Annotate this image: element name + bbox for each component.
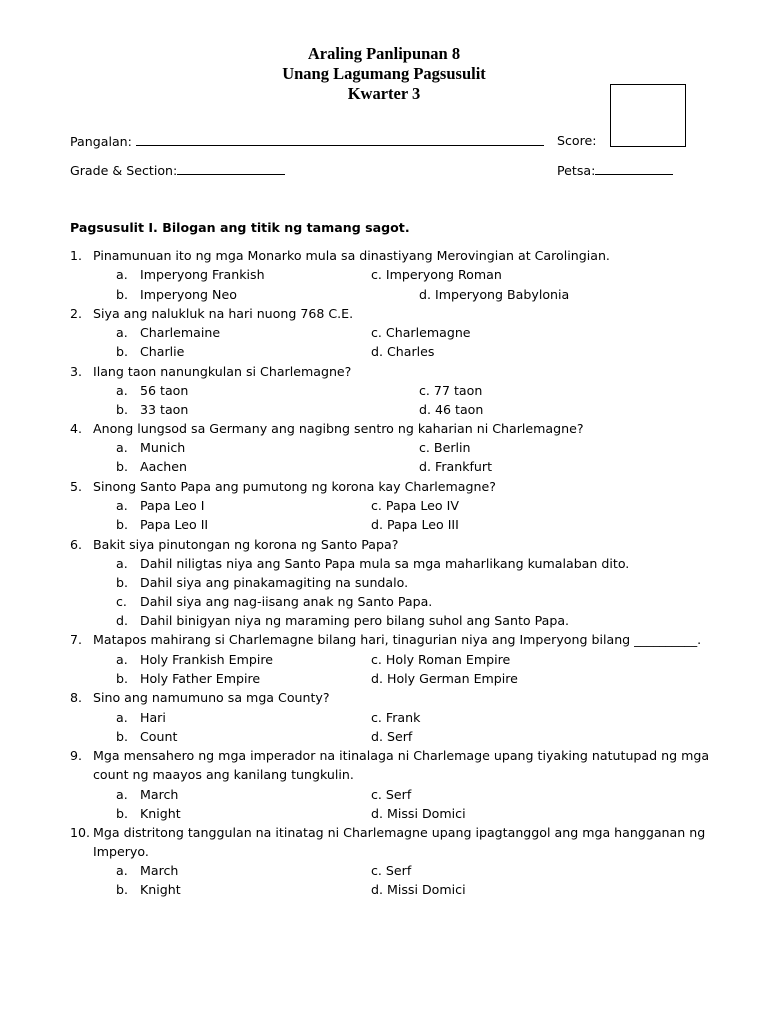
question-text: Sinong Santo Papa ang pumutong ng korona kay Charlemagne? xyxy=(93,479,496,494)
choice-d[interactable]: d. Holy German Empire xyxy=(371,671,518,686)
choice-letter-a: a. xyxy=(116,556,128,571)
choice-c[interactable]: c. Frank xyxy=(371,710,421,725)
choice-b[interactable]: Holy Father Empire xyxy=(140,671,261,686)
choice-letter-a: a. xyxy=(116,325,128,340)
choice-c[interactable]: c. 77 taon xyxy=(419,383,483,398)
choice-a[interactable]: Papa Leo I xyxy=(140,498,205,513)
choice-c[interactable]: c. Berlin xyxy=(419,440,471,455)
question-number: 1. xyxy=(70,248,83,263)
choice-b[interactable]: Knight xyxy=(140,882,181,897)
question-text: Mga distritong tanggulan na itinatag ni Charlemagne upang ipagtanggol ang mga hangganan ng xyxy=(93,825,706,840)
choice-c[interactable]: c. Charlemagne xyxy=(371,325,471,340)
question-text: Bakit siya pinutongan ng korona ng Santo Papa? xyxy=(93,537,399,552)
question-number: 5. xyxy=(70,479,83,494)
choice-d[interactable]: d. Charles xyxy=(371,344,435,359)
name-label: Pangalan: xyxy=(70,134,132,149)
choice-letter-b: b. xyxy=(116,806,128,821)
choice-letter-a: a. xyxy=(116,710,128,725)
choice-a[interactable]: Holy Frankish Empire xyxy=(140,652,274,667)
date-field[interactable] xyxy=(557,162,673,179)
question-text: Siya ang nalukluk na hari nuong 768 C.E. xyxy=(93,306,354,321)
question-text: Matapos mahirang si Charlemagne bilang hari, tinagurian niya ang Imperyong bilang __________. xyxy=(93,632,702,647)
subject-title: Araling Panlipunan 8 xyxy=(307,44,461,63)
question-number: 8. xyxy=(70,690,83,705)
grade-section-blank[interactable] xyxy=(177,162,285,175)
choice-d[interactable]: d. Missi Domici xyxy=(371,806,466,821)
choice-c[interactable]: c. Imperyong Roman xyxy=(371,267,502,282)
question-text: Mga mensahero ng mga imperador na itinalaga ni Charlemage upang tiyaking natutupad ng mga xyxy=(93,748,710,763)
question-text: Anong lungsod sa Germany ang nagibng sentro ng kaharian ni Charlemagne? xyxy=(93,421,584,436)
question-text-continued: Imperyo. xyxy=(93,844,149,859)
choice-a[interactable]: Charlemaine xyxy=(140,325,221,340)
choice-letter-b: b. xyxy=(116,459,128,474)
instructions: Pagsusulit I. Bilogan ang titik ng tamang sagot. xyxy=(70,220,410,235)
choice-letter-a: a. xyxy=(116,383,128,398)
choice-d[interactable]: Dahil binigyan niya ng maraming pero bilang suhol ang Santo Papa. xyxy=(140,613,570,628)
choice-a[interactable]: 56 taon xyxy=(140,383,189,398)
name-field[interactable] xyxy=(70,133,544,150)
choice-letter-b: b. xyxy=(116,287,128,302)
question-number: 2. xyxy=(70,306,83,321)
grade-section-label: Grade & Section: xyxy=(70,163,178,178)
question-text: Ilang taon nanungkulan si Charlemagne? xyxy=(93,364,352,379)
question-text-continued: count ng maayos ang kanilang tungkulin. xyxy=(93,767,354,782)
choice-letter-b: b. xyxy=(116,575,128,590)
question-number: 4. xyxy=(70,421,83,436)
choice-d[interactable]: d. 46 taon xyxy=(419,402,484,417)
choice-letter-b: b. xyxy=(116,882,128,897)
exam-title: Unang Lagumang Pagsusulit xyxy=(282,64,486,83)
score-box[interactable] xyxy=(610,84,686,147)
choice-d[interactable]: d. Papa Leo III xyxy=(371,517,459,532)
choice-d[interactable]: d. Imperyong Babylonia xyxy=(419,287,570,302)
choice-b[interactable]: Dahil siya ang pinakamagiting na sundalo. xyxy=(140,575,409,590)
choice-c[interactable]: c. Papa Leo IV xyxy=(371,498,459,513)
choice-b[interactable]: Count xyxy=(140,729,178,744)
choice-b[interactable]: Knight xyxy=(140,806,181,821)
choice-letter-a: a. xyxy=(116,498,128,513)
choice-c[interactable]: c. Serf xyxy=(371,863,412,878)
grade-section-field[interactable] xyxy=(70,162,285,179)
choice-c[interactable]: c. Serf xyxy=(371,787,412,802)
choice-c[interactable]: c. Holy Roman Empire xyxy=(371,652,511,667)
choice-c[interactable]: Dahil siya ang nag-iisang anak ng Santo Papa. xyxy=(140,594,433,609)
choice-letter-a: a. xyxy=(116,440,128,455)
question-number: 7. xyxy=(70,632,83,647)
choice-d[interactable]: d. Frankfurt xyxy=(419,459,493,474)
score-label: Score: xyxy=(557,133,597,148)
choice-a[interactable]: Imperyong Frankish xyxy=(140,267,265,282)
date-label: Petsa: xyxy=(557,163,596,178)
choice-letter-b: b. xyxy=(116,729,128,744)
choice-d[interactable]: d. Serf xyxy=(371,729,413,744)
question-number: 10. xyxy=(70,825,91,840)
choice-b[interactable]: Aachen xyxy=(140,459,187,474)
choice-b[interactable]: Papa Leo II xyxy=(140,517,209,532)
choice-a[interactable]: Dahil niligtas niya ang Santo Papa mula sa mga maharlikang kumalaban dito. xyxy=(140,556,630,571)
choice-letter-b: b. xyxy=(116,671,128,686)
choice-letter-b: b. xyxy=(116,517,128,532)
choice-letter-a: a. xyxy=(116,863,128,878)
choice-letter-b: b. xyxy=(116,402,128,417)
choice-a[interactable]: Munich xyxy=(140,440,186,455)
question-number: 6. xyxy=(70,537,83,552)
choice-letter-a: a. xyxy=(116,652,128,667)
name-blank[interactable] xyxy=(136,133,544,146)
choice-d[interactable]: d. Missi Domici xyxy=(371,882,466,897)
choice-a[interactable]: March xyxy=(140,863,179,878)
question-text: Sino ang namumuno sa mga County? xyxy=(93,690,330,705)
question-text: Pinamunuan ito ng mga Monarko mula sa dinastiyang Merovingian at Carolingian. xyxy=(93,248,610,263)
choice-b[interactable]: Charlie xyxy=(140,344,185,359)
choice-letter-b: b. xyxy=(116,344,128,359)
date-blank[interactable] xyxy=(595,162,673,175)
choice-a[interactable]: Hari xyxy=(140,710,166,725)
choice-a[interactable]: March xyxy=(140,787,179,802)
question-number: 3. xyxy=(70,364,83,379)
choice-letter-d: d. xyxy=(116,613,128,628)
choice-letter-a: a. xyxy=(116,787,128,802)
question-number: 9. xyxy=(70,748,83,763)
quarter-title: Kwarter 3 xyxy=(347,84,421,103)
choice-letter-c: c. xyxy=(116,594,127,609)
choice-letter-a: a. xyxy=(116,267,128,282)
choice-b[interactable]: Imperyong Neo xyxy=(140,287,237,302)
choice-b[interactable]: 33 taon xyxy=(140,402,189,417)
